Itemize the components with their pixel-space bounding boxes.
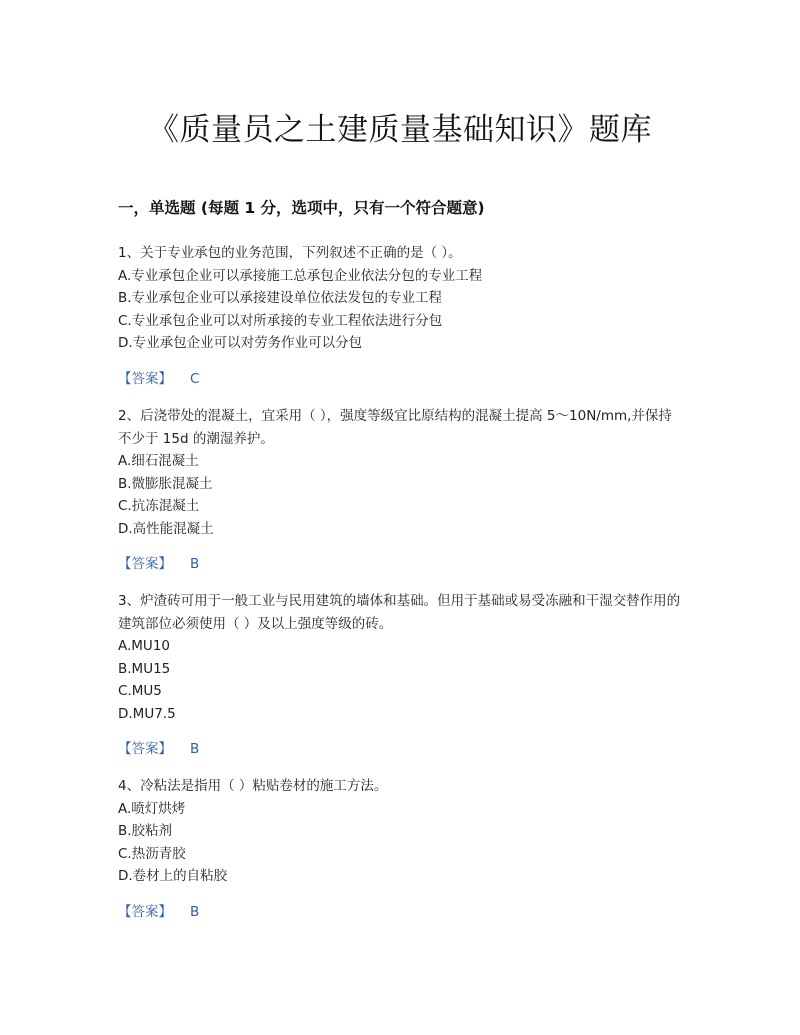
answer-label: 【答案】 xyxy=(118,904,172,920)
option-b: B.微膨胀混凝土 xyxy=(118,475,213,492)
answer-row-2 xyxy=(118,553,199,575)
option-b: B.MU15 xyxy=(118,660,171,677)
document-title: 《质量员之土建质量基础知识》题库 xyxy=(148,112,652,148)
option-a: A.细石混凝土 xyxy=(118,453,199,470)
option-a: A.专业承包企业可以承接施工总承包企业依法分包的专业工程 xyxy=(118,267,483,284)
question-text: 4、冷粘法是指用（ ）粘贴卷材的施工方法。 xyxy=(118,778,388,794)
option-d: D.高性能混凝土 xyxy=(118,520,214,537)
option-c: C.抗冻混凝土 xyxy=(118,498,200,515)
option-a: A.MU10 xyxy=(118,638,170,655)
question-text: 2、后浇带处的混凝土，宜采用（ ），强度等级宜比原结构的混凝土提高 5～10N/mm,并保持不少于 15d 的潮湿养护。 xyxy=(118,408,672,447)
option-b: B.专业承包企业可以承接建设单位依法发包的专业工程 xyxy=(118,290,443,307)
option-b: B.胶粘剂 xyxy=(118,823,173,840)
answer-value: B xyxy=(190,556,200,572)
option-d: D.专业承包企业可以对劳务作业可以分包 xyxy=(118,335,363,352)
option-c: C.专业承包企业可以对所承接的专业工程依法进行分包 xyxy=(118,312,443,329)
question-4 xyxy=(118,775,684,888)
option-a: A.喷灯烘烤 xyxy=(118,800,186,817)
option-c: C.热沥青胶 xyxy=(118,845,186,862)
section-heading: 一，单选题 (每题 1 分，选项中，只有一个符合题意) xyxy=(118,199,485,217)
option-d: D.MU7.5 xyxy=(118,705,176,722)
answer-row-1 xyxy=(118,368,199,390)
question-1 xyxy=(118,242,684,355)
question-3 xyxy=(118,590,684,726)
answer-label: 【答案】 xyxy=(118,741,172,757)
question-text: 1、关于专业承包的业务范围，下列叙述不正确的是（ ）。 xyxy=(118,245,462,261)
question-text: 3、炉渣砖可用于一般工业与民用建筑的墙体和基础。但用于基础或易受冻融和干湿交替作用的建筑部位必须使用（ ）及以上强度等级的砖。 xyxy=(118,593,681,632)
question-2 xyxy=(118,405,684,541)
option-c: C.MU5 xyxy=(118,683,162,700)
answer-value: B xyxy=(190,904,200,920)
answer-row-4 xyxy=(118,901,199,923)
option-d: D.卷材上的自粘胶 xyxy=(118,868,228,885)
answer-label: 【答案】 xyxy=(118,556,172,572)
answer-row-3 xyxy=(118,738,199,760)
answer-value: B xyxy=(190,741,200,757)
answer-label: 【答案】 xyxy=(118,371,172,387)
answer-value: C xyxy=(190,371,200,387)
